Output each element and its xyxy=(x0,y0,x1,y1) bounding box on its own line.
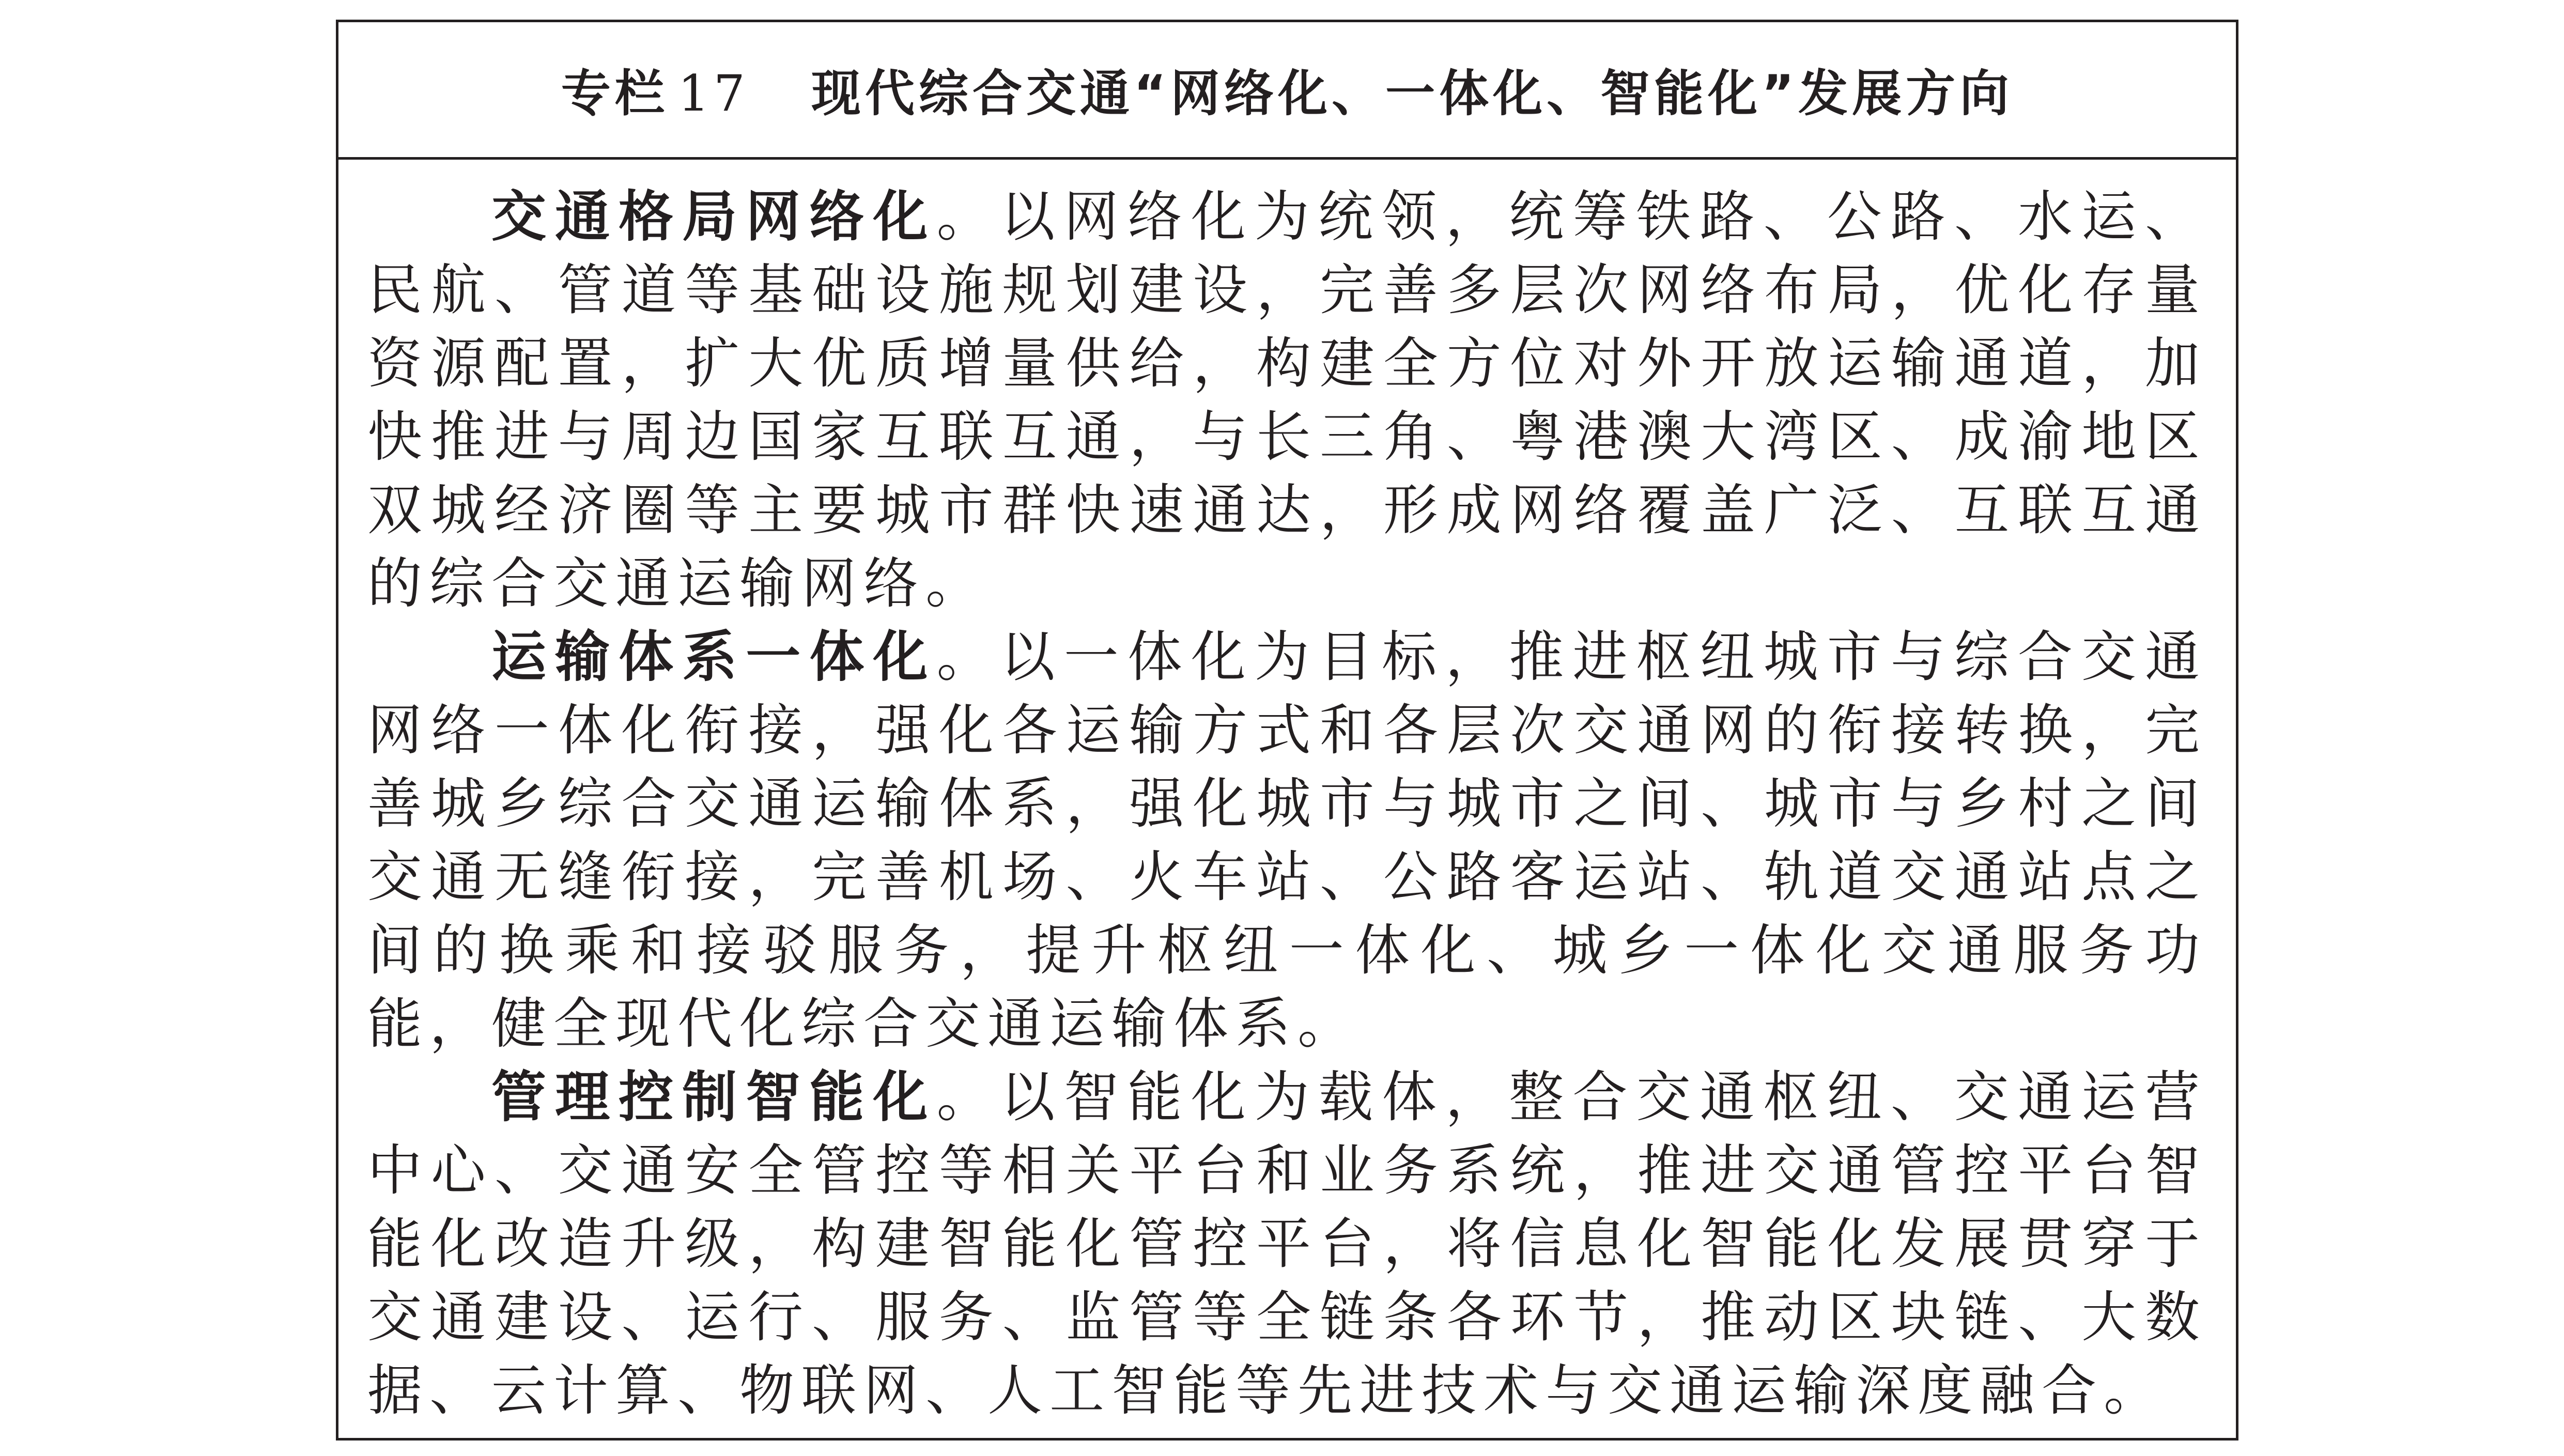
column-box xyxy=(336,20,2238,1440)
paragraph-lead: 管理控制智能化 xyxy=(491,1065,937,1129)
column-header xyxy=(338,22,2236,160)
column-heading: 现代综合交通“网络化、一体化、智能化”发展方向 xyxy=(811,65,2014,122)
column-label: 专栏 xyxy=(561,65,669,122)
paragraph-lead: 运输体系一体化 xyxy=(491,625,937,689)
paragraph-text: 。以智能化为载体，整合交通枢纽、交通运营中心、交通安全管控等相关平台和业务系统，推进交通管控平台智能化改造升级，构建智能化管控平台，将信息化智能化发展贯穿于交通建设、运行、服务、监管等全链条各环节，推动区块链、大数据、云计算、物联网、人工智能等先进技术与交通运输深度融合。 xyxy=(367,1065,2207,1422)
paragraph-text: 。以网络化为统领，统筹铁路、公路、水运、民航、管道等基础设施规划建设，完善多层次网络布局，优化存量资源配置，扩大优质增量供给，构建全方位对外开放运输通道，加快推进与周边国家互联互通，与长三角、粤港澳大湾区、成渝地区双城经济圈等主要城市群快速通达，形成网络覆盖广泛、互联互通的综合交通运输网络。 xyxy=(367,185,2207,615)
paragraph-lead: 交通格局网络化 xyxy=(491,185,937,249)
paragraph-integration xyxy=(367,621,2207,1061)
paragraph-network xyxy=(367,180,2207,621)
paragraph-intelligence xyxy=(367,1061,2207,1428)
column-number: 17 xyxy=(677,65,749,122)
paragraph-text: 。以一体化为目标，推进枢纽城市与综合交通网络一体化衔接，强化各运输方式和各层次交通网的衔接转换，完善城乡综合交通运输体系，强化城市与城市之间、城市与乡村之间交通无缝衔接，完善机场、火车站、公路客运站、轨道交通站点之间的换乘和接驳服务，提升枢纽一体化、城乡一体化交通服务功能，健全现代化综合交通运输体系。 xyxy=(367,625,2207,1056)
column-title xyxy=(561,54,2013,125)
column-body xyxy=(338,160,2236,1428)
